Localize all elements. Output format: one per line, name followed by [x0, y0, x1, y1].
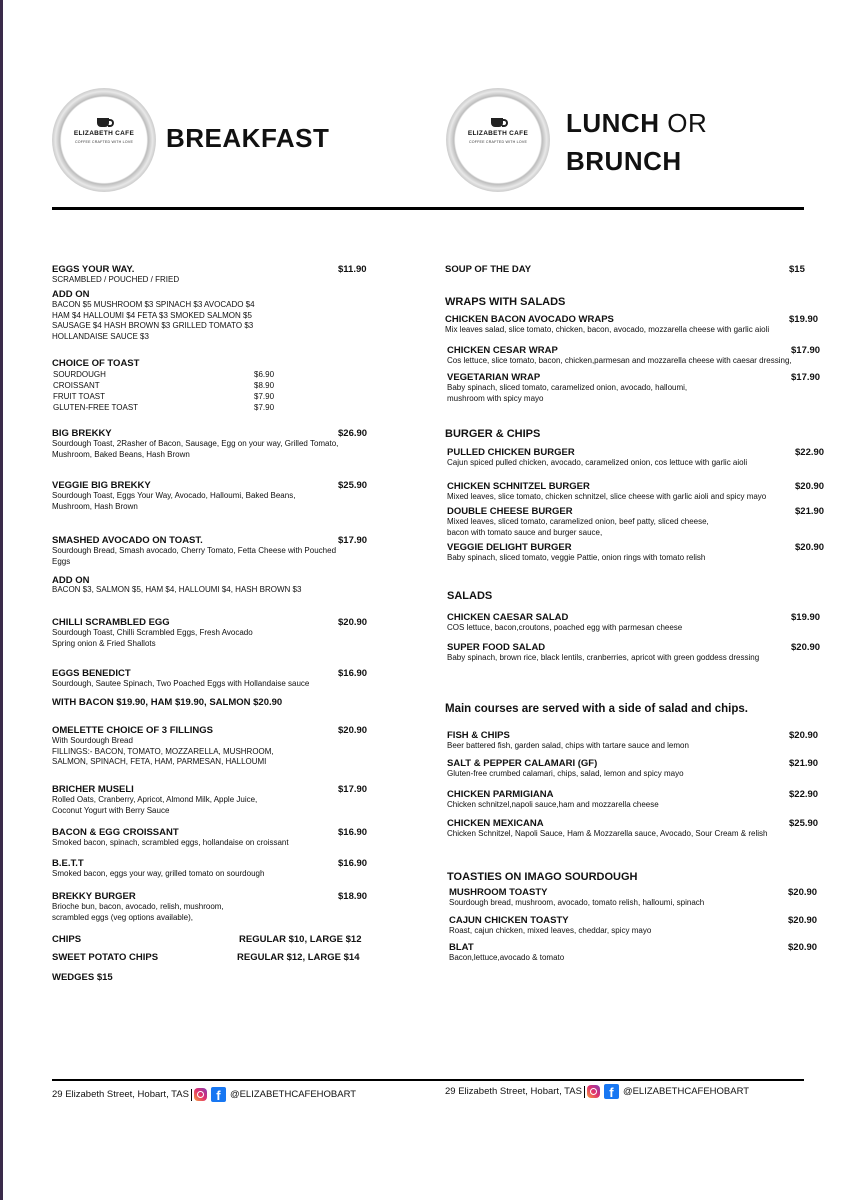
item-name: MUSHROOM TOASTY — [449, 887, 548, 898]
item-price: $20.90 — [788, 915, 818, 926]
item-description: SAUSAGE $4 HASH BROWN $3 GRILLED TOMATO $3 — [52, 321, 254, 330]
fish-chips — [447, 730, 689, 752]
item-name: VEGGIE DELIGHT BURGER — [447, 542, 572, 553]
item-price: $20.90 — [795, 481, 825, 492]
lunch-title-line1 — [566, 108, 707, 139]
toast-option-name: FRUIT TOAST — [53, 392, 106, 401]
chicken-caesar-salad — [447, 612, 682, 634]
item-name: CHILLI SCRAMBLED EGG — [52, 617, 170, 628]
eggs-addon-label — [52, 289, 89, 300]
benedict-options — [52, 697, 282, 708]
item-description: Spring onion & Fried Shallots — [52, 638, 156, 648]
item-description: Rolled Oats, Cranberry, Apricot, Almond Milk, Apple Juice, — [52, 795, 258, 804]
veggie-big-brekky — [52, 480, 295, 512]
item-name: WITH BACON $19.90, HAM $19.90, SALMON $20.90 — [52, 697, 283, 708]
item-name: CHICKEN PARMIGIANA — [447, 789, 554, 800]
item-description: Cajun spiced pulled chicken, avocado, caramelized onion, cos lettuce with garlic aioli — [447, 458, 748, 467]
section-heading: TOASTIES ON IMAGO SOURDOUGH — [447, 871, 638, 883]
item-description: Mushroom, Baked Beans, Hash Brown — [52, 449, 190, 459]
item-description: bacon with tomato sauce and burger sauce, — [447, 527, 603, 537]
item-price: $20.90 — [791, 642, 821, 653]
item-name: OMELETTE CHOICE OF 3 FILLINGS — [52, 725, 213, 736]
sweet-potato-chips — [52, 952, 158, 963]
item-price: REGULAR $12, LARGE $14 — [237, 952, 360, 963]
item-description: BACON $5 MUSHROOM $3 SPINACH $3 AVOCADO $4 — [52, 300, 255, 309]
item-name: ADD ON — [52, 289, 90, 300]
chicken-schnitzel-burger — [447, 481, 766, 503]
logo-name: ELIZABETH CAFE — [73, 130, 135, 137]
chicken-cesar-wrap — [447, 345, 792, 367]
item-description: Sourdough Toast, Eggs Your Way, Avocado, Halloumi, Baked Beans, — [52, 491, 296, 500]
item-name: CHICKEN CAESAR SALAD — [447, 612, 569, 623]
item-description: HOLLANDAISE SAUCE $3 — [52, 331, 149, 341]
item-name: SMASHED AVOCADO ON TOAST. — [52, 535, 203, 546]
item-name: DOUBLE CHEESE BURGER — [447, 506, 573, 517]
logo-ring — [446, 88, 550, 192]
item-description: Smoked bacon, eggs your way, grilled tomato on sourdough — [52, 869, 265, 878]
item-price: $20.90 — [338, 725, 368, 736]
section-note: Main courses are served with a side of salad and chips. — [445, 703, 748, 715]
item-price: $25.90 — [338, 480, 368, 491]
item-name: EGGS YOUR WAY. — [52, 264, 135, 275]
item-price: $21.90 — [795, 506, 825, 517]
item-price: $19.90 — [789, 314, 819, 325]
item-name: WEDGES $15 — [52, 972, 113, 983]
item-price: REGULAR $10, LARGE $12 — [239, 934, 362, 945]
facebook-icon[interactable]: f — [211, 1087, 226, 1102]
toast-option-name: CROISSANT — [53, 381, 100, 390]
footer-left — [52, 1087, 356, 1102]
footer-handle: @ELIZABETHCAFEHOBART — [229, 1089, 357, 1100]
item-name: B.E.T.T — [52, 858, 84, 869]
double-cheese-burger — [447, 506, 709, 538]
instagram-icon[interactable] — [194, 1088, 207, 1101]
veggie-delight-burger — [447, 542, 705, 564]
item-description: Sourdough Bread, Smash avocado, Cherry Tomato, Fetta Cheese with Pouched — [52, 546, 337, 555]
main-note — [445, 703, 748, 715]
item-name: PULLED CHICKEN BURGER — [447, 447, 575, 458]
cafe-logo-right — [446, 88, 550, 192]
item-description: Beer battered fish, garden salad, chips with tartare sauce and lemon — [447, 741, 689, 750]
item-name: BIG BREKKY — [52, 428, 112, 439]
item-price: $21.90 — [789, 758, 819, 769]
item-price: $22.90 — [789, 789, 819, 800]
section-heading: SALADS — [447, 590, 493, 602]
item-description: Sourdough Toast, Chilli Scrambled Eggs, Fresh Avocado — [52, 628, 253, 637]
big-brekky — [52, 428, 338, 460]
page-edge — [0, 0, 3, 1200]
breakfast-title: BREAKFAST — [166, 123, 330, 153]
item-description: Mixed leaves, sliced tomato, caramelized onion, beef patty, sliced cheese, — [447, 517, 709, 526]
item-price: $15 — [789, 264, 805, 275]
bacon-egg-croissant — [52, 827, 289, 849]
item-name: BRICHER MUSELI — [52, 784, 134, 795]
coffee-cup-icon — [97, 118, 109, 127]
toast-option-price: $8.90 — [254, 381, 275, 390]
item-price: $20.90 — [788, 887, 818, 898]
item-price: $19.90 — [791, 612, 821, 623]
instagram-icon[interactable] — [587, 1085, 600, 1098]
item-description: Chicken schnitzel,napoli sauce,ham and mozzarella cheese — [447, 800, 659, 809]
eggs-benedict — [52, 668, 309, 690]
super-food-salad — [447, 642, 759, 664]
item-price: $11.90 — [338, 264, 367, 275]
item-price: $20.90 — [788, 942, 818, 953]
mushroom-toasty — [449, 887, 704, 909]
item-description: HAM $4 HALLOUMI $4 FETA $3 SMOKED SALMON $5 — [52, 310, 252, 320]
item-name: VEGGIE BIG BREKKY — [52, 480, 151, 491]
footer-divider — [191, 1089, 192, 1101]
toasties-heading — [447, 871, 637, 883]
wedges — [52, 972, 113, 983]
item-description: Sourdough Toast, 2Rasher of Bacon, Sausage, Egg on your way, Grilled Tomato, — [52, 439, 339, 448]
item-description: Bacon,lettuce,avocado & tomato — [449, 953, 565, 962]
item-name: EGGS BENEDICT — [52, 668, 131, 679]
burger-heading — [445, 428, 540, 440]
item-name: BREKKY BURGER — [52, 891, 136, 902]
section-heading: BURGER & CHIPS — [445, 428, 541, 440]
item-price: $17.90 — [338, 535, 368, 546]
item-description: Smoked bacon, spinach, scrambled eggs, hollandaise on croissant — [52, 838, 289, 847]
item-price: $17.90 — [338, 784, 368, 795]
chicken-bacon-avocado-wraps — [445, 314, 769, 336]
brekky-burger — [52, 891, 224, 923]
chips — [52, 934, 81, 945]
toast-option-price: $7.90 — [254, 403, 275, 412]
eggs-your-way — [52, 264, 179, 286]
item-description: scrambled eggs (veg options available), — [52, 912, 193, 922]
bricher-museli — [52, 784, 257, 816]
pulled-chicken-burger — [447, 447, 747, 469]
logo-tagline: COFFEE CRAFTED WITH LOVE — [74, 140, 134, 144]
item-description: Sourdough, Sautee Spinach, Two Poached Eggs with Hollandaise sauce — [52, 679, 310, 688]
facebook-icon[interactable]: f — [604, 1084, 619, 1099]
item-description: mushroom with spicy mayo — [447, 393, 544, 403]
lunch-word: LUNCH — [566, 108, 660, 138]
item-description: Baby spinach, brown rice, black lentils, cranberries, apricot with green goddess dressing — [447, 653, 760, 662]
item-price: $16.90 — [338, 827, 368, 838]
item-description: Mix leaves salad, slice tomato, chicken, bacon, avocado, mozzarella cheese with garlic aioli — [445, 325, 770, 334]
item-price: $18.90 — [338, 891, 368, 902]
item-description: Chicken Schnitzel, Napoli Sauce, Ham & Mozzarella sauce, Avocado, Sour Cream & relish — [447, 829, 768, 838]
or-word: OR — [659, 108, 708, 138]
item-description: SALMON, SPINACH, FETA, HAM, PARMESAN, HALLOUMI — [52, 757, 267, 766]
item-name: FISH & CHIPS — [447, 730, 510, 741]
omelette — [52, 725, 274, 768]
item-name: SWEET POTATO CHIPS — [52, 952, 159, 963]
footer-handle: @ELIZABETHCAFEHOBART — [622, 1086, 750, 1097]
item-name: CAJUN CHICKEN TOASTY — [449, 915, 569, 926]
item-price: $26.90 — [338, 428, 368, 439]
item-name: CHICKEN CESAR WRAP — [447, 345, 558, 356]
item-price: $20.90 — [789, 730, 819, 741]
soup — [445, 264, 531, 275]
blat — [449, 942, 564, 964]
eggs-addon-lines — [52, 300, 255, 342]
item-name: SUPER FOOD SALAD — [447, 642, 546, 653]
item-description: Baby spinach, sliced tomato, veggie Pattie, onion rings with tomato relish — [447, 553, 706, 562]
cajun-chicken-toasty — [449, 915, 651, 937]
item-description: BACON $3, SALMON $5, HAM $4, HALLOUMI $4, HASH BROWN $3 — [52, 585, 302, 594]
smashed-addon-lines — [52, 585, 301, 596]
item-name: BLAT — [449, 942, 474, 953]
item-price: $25.90 — [789, 818, 819, 829]
item-name: CHIPS — [52, 934, 82, 945]
item-description: Mixed leaves, slice tomato, chicken schnitzel, slice cheese with garlic aioli and spicy mayo — [447, 492, 767, 501]
coffee-cup-icon — [491, 118, 503, 127]
logo-ring — [52, 88, 156, 192]
header-rule — [52, 207, 804, 210]
item-name: SALT & PEPPER CALAMARI (GF) — [447, 758, 598, 769]
item-description: Baby spinach, sliced tomato, caramelized onion, avocado, halloumi, — [447, 383, 688, 392]
chilli-scrambled-egg — [52, 617, 253, 649]
item-name: CHOICE OF TOAST — [52, 358, 140, 369]
item-name: SOUP OF THE DAY — [445, 264, 532, 275]
toast-option-price: $7.90 — [254, 392, 275, 401]
footer-address: 29 Elizabeth Street, Hobart, TAS — [445, 1086, 582, 1097]
salads-heading — [447, 590, 492, 602]
item-name: CHICKEN MEXICANA — [447, 818, 544, 829]
item-name: CHICKEN BACON AVOCADO WRAPS — [445, 314, 614, 325]
vegetarian-wrap — [447, 372, 687, 404]
chicken-parmigiana — [447, 789, 659, 811]
chicken-mexicana — [447, 818, 767, 840]
item-price: $16.90 — [338, 858, 368, 869]
item-name: CHICKEN SCHNITZEL BURGER — [447, 481, 590, 492]
item-name: VEGETARIAN WRAP — [447, 372, 541, 383]
footer-rule — [52, 1079, 804, 1081]
cafe-logo-left — [52, 88, 156, 192]
logo-name: ELIZABETH CAFE — [467, 130, 529, 137]
salt-pepper-calamari — [447, 758, 684, 780]
bett — [52, 858, 264, 880]
logo-tagline: COFFEE CRAFTED WITH LOVE — [468, 140, 528, 144]
toast-option-name: SOURDOUGH — [53, 370, 106, 379]
item-price: $16.90 — [338, 668, 368, 679]
toast-option-price: $6.90 — [254, 370, 275, 379]
item-description: With Sourdough Bread — [52, 736, 133, 745]
item-price: $22.90 — [795, 447, 825, 458]
item-price: $17.90 — [791, 345, 821, 356]
toast-option-name: GLUTEN-FREE TOAST — [53, 403, 139, 412]
item-description: SCRAMBLED / POUCHED / FRIED — [52, 275, 180, 284]
item-description: Roast, cajun chicken, mixed leaves, cheddar, spicy mayo — [449, 926, 652, 935]
item-description: Cos lettuce, slice tomato, bacon, chicken,parmesan and mozzarella cheese with caesar dressing, — [447, 356, 792, 365]
footer-divider — [584, 1086, 585, 1098]
item-description: Eggs — [52, 556, 71, 566]
footer-address: 29 Elizabeth Street, Hobart, TAS — [52, 1089, 189, 1100]
lunch-title-line2: BRUNCH — [566, 146, 682, 176]
item-description: COS lettuce, bacon,croutons, poached egg with parmesan cheese — [447, 623, 683, 632]
item-name: ADD ON — [52, 575, 90, 586]
item-description: Gluten-free crumbed calamari, chips, salad, lemon and spicy mayo — [447, 769, 684, 778]
item-price: $20.90 — [338, 617, 368, 628]
item-description: FILLINGS:- BACON, TOMATO, MOZZARELLA, MUSHROOM, — [52, 746, 274, 756]
item-description: Mushroom, Hash Brown — [52, 501, 138, 511]
item-description: Brioche bun, bacon, avocado, relish, mushroom, — [52, 902, 224, 911]
item-price: $17.90 — [791, 372, 821, 383]
item-description: Coconut Yogurt with Berry Sauce — [52, 805, 170, 815]
item-description: Sourdough bread, mushroom, avocado, tomato relish, halloumi, spinach — [449, 898, 705, 907]
footer-right — [445, 1084, 749, 1099]
smashed-avocado — [52, 535, 336, 567]
item-price: $20.90 — [795, 542, 825, 553]
wraps-heading — [445, 296, 565, 308]
section-heading: WRAPS WITH SALADS — [445, 296, 566, 308]
item-name: BACON & EGG CROISSANT — [52, 827, 179, 838]
choice-of-toast — [52, 358, 139, 369]
